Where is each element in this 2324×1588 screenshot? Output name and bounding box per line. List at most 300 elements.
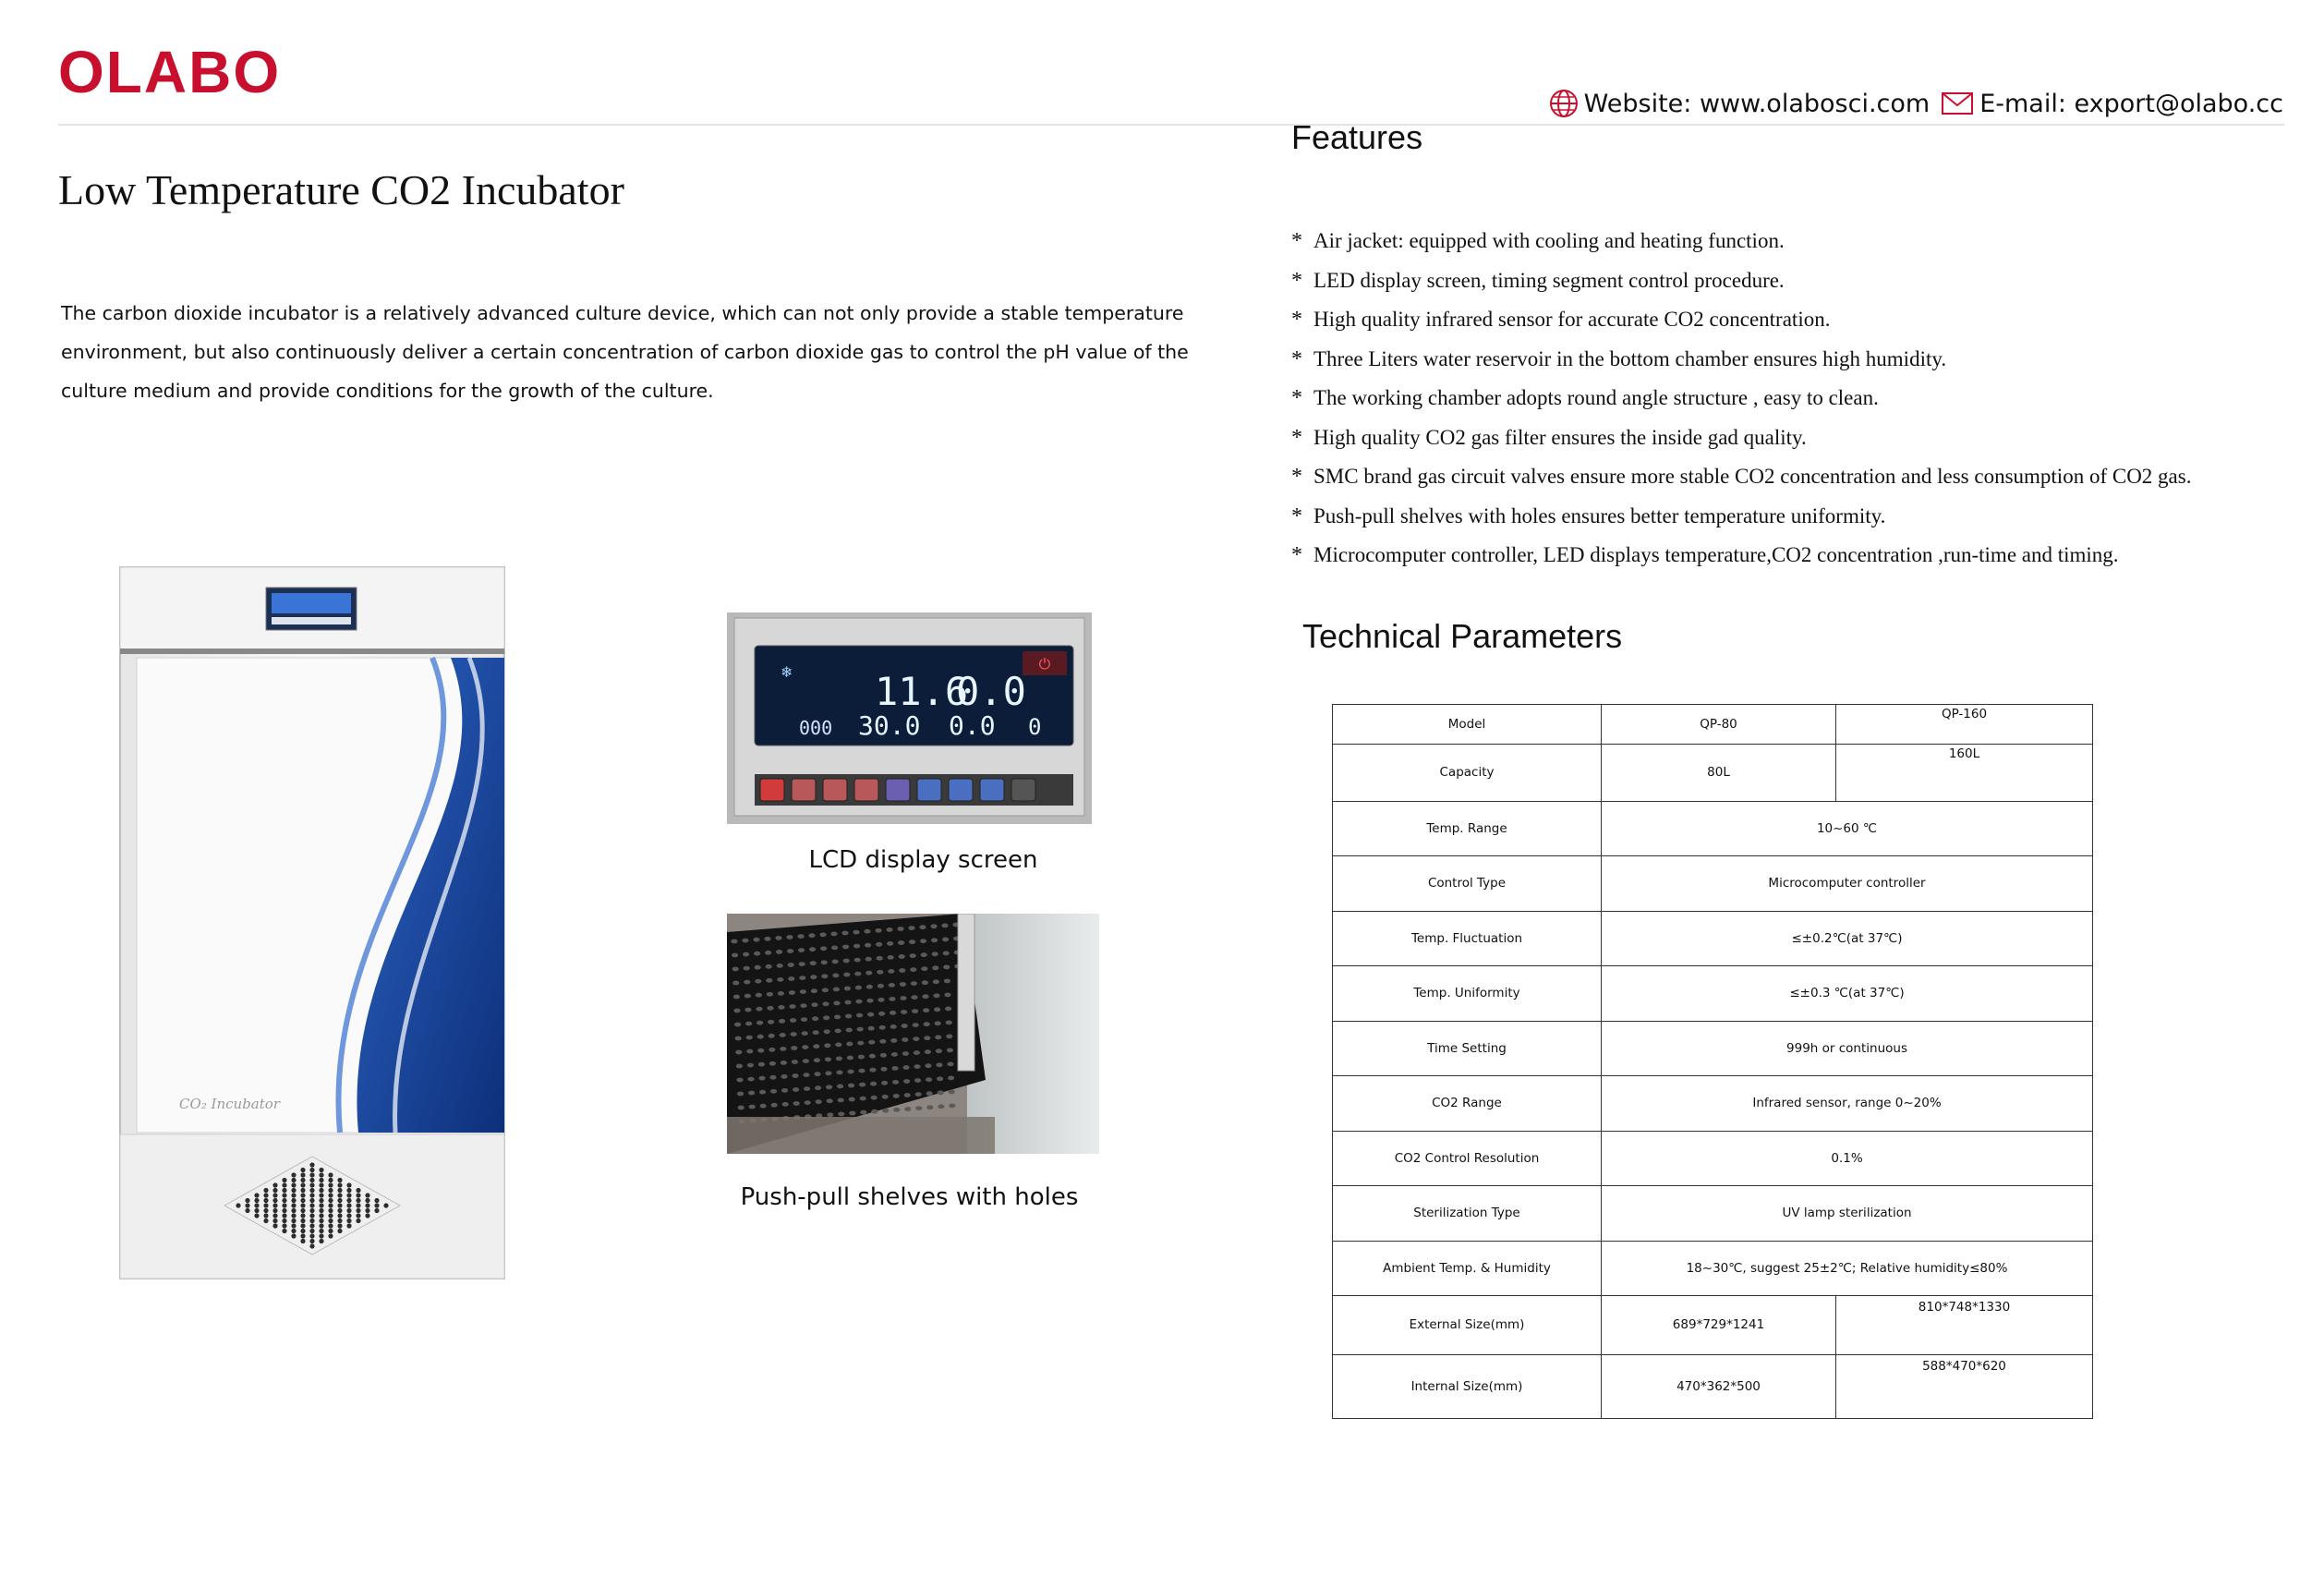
shelf-hole [877, 970, 883, 975]
vent-hole [328, 1223, 333, 1228]
ambient-value: 18~30℃, suggest 25±2℃; Relative humidity≤80% [1602, 1241, 2093, 1296]
co2-resolution-label: CO2 Control Resolution [1333, 1131, 1602, 1186]
vent-hole [291, 1208, 296, 1213]
vent-hole [309, 1233, 314, 1238]
shelf-hole [920, 939, 926, 943]
shelf-hole [815, 1085, 821, 1090]
shelf-hole [899, 968, 905, 973]
shelf-hole [882, 1109, 889, 1113]
shelf-hole [866, 999, 873, 1003]
shelf-hole [886, 927, 892, 932]
vent-hole [346, 1203, 351, 1207]
lcd-set-co2-value: 0.0 [949, 710, 996, 741]
vent-hole [263, 1208, 268, 1213]
shelf-hole [833, 1001, 840, 1006]
vent-hole [245, 1203, 249, 1207]
vent-hole [356, 1203, 360, 1207]
vent-hole [300, 1218, 305, 1223]
vent-hole [282, 1213, 286, 1218]
shelf-hole [802, 1045, 808, 1049]
shelf-hole [857, 1027, 864, 1032]
model-a: QP-80 [1602, 705, 1836, 745]
vent-hole [309, 1193, 314, 1197]
shelf-hole [745, 1022, 752, 1026]
shelf-hole [869, 1054, 876, 1059]
vent-hole [300, 1193, 305, 1197]
vent-hole [328, 1178, 333, 1182]
shelf-hole [814, 1058, 820, 1062]
shelf-hole [800, 1003, 806, 1008]
shelf-hole [781, 1088, 788, 1093]
shelf-hole [858, 1069, 865, 1073]
vent-hole [282, 1198, 286, 1203]
shelf-hole [801, 1017, 807, 1022]
shelf-hole [911, 981, 917, 986]
time-setting-value: 999h or continuous [1602, 1021, 2093, 1076]
vent-hole [365, 1203, 369, 1207]
shelf-hole [822, 988, 829, 992]
feature-item: * Push-pull shelves with holes ensures better temperature uniformity. [1291, 501, 2307, 540]
intro-line: culture medium and provide conditions for the growth of the culture. [61, 380, 714, 402]
shelf-hole [736, 1064, 743, 1069]
capacity-label: Capacity [1333, 745, 1602, 802]
shelf-hole [902, 1024, 908, 1028]
vent-hole [346, 1193, 351, 1197]
shelf-hole [769, 1061, 776, 1066]
co2-range-value: Infrared sensor, range 0~20% [1602, 1076, 2093, 1132]
vent-hole [272, 1193, 277, 1197]
vent-hole [272, 1223, 277, 1228]
shelf-hole [805, 1100, 811, 1105]
vent-hole [365, 1213, 369, 1218]
shelf-hole [788, 976, 794, 981]
shelf-hole [890, 1011, 896, 1015]
shelf-hole [882, 1095, 889, 1099]
shelf-hole [732, 953, 738, 958]
shelf-hole [892, 1080, 899, 1085]
vent-hole [300, 1182, 305, 1187]
shelf-hole [777, 977, 783, 982]
shelf-hole [827, 1098, 833, 1103]
website-text[interactable]: Website: www.olabosci.com [1583, 89, 1931, 118]
lcd-button [1011, 779, 1035, 801]
shelf-hole [781, 1074, 787, 1079]
shelf-hole [823, 1015, 829, 1020]
shelf-hole [902, 1065, 909, 1070]
shelf-caption: Push-pull shelves with holes [740, 1183, 1079, 1211]
shelf-hole [921, 966, 927, 971]
shelf-hole [827, 1112, 833, 1117]
incubator-label: CO₂ Incubator [179, 1096, 280, 1112]
vent-hole [291, 1178, 296, 1182]
vent-hole [337, 1203, 342, 1207]
shelf-hole [836, 1057, 842, 1061]
shelf-hole [879, 1039, 886, 1044]
shelf-hole [901, 1010, 907, 1014]
table-row [1333, 1131, 2093, 1186]
shelf-hole [788, 963, 794, 967]
shelf-hole [944, 979, 950, 984]
bullet-star-icon: * [1291, 503, 1302, 528]
vent-hole [300, 1213, 305, 1218]
model-b: QP-160 [1836, 705, 2093, 745]
shelf-hole [736, 1078, 743, 1083]
vent-hole [291, 1172, 296, 1177]
ambient-label: Ambient Temp. & Humidity [1333, 1241, 1602, 1296]
shelf-hole [944, 993, 950, 998]
shelf-hole [926, 1105, 933, 1109]
shelf-hole [919, 925, 926, 929]
feature-item: * High quality infrared sensor for accurate CO2 concentration. [1291, 304, 2307, 344]
shelf-hole [936, 1049, 942, 1053]
vent-hole [300, 1198, 305, 1203]
shelf-hole [938, 1090, 944, 1095]
vent-hole [319, 1193, 323, 1197]
vent-hole [309, 1243, 314, 1248]
shelf-hole [753, 938, 759, 942]
shelf-hole [913, 1023, 919, 1027]
shelf-hole [855, 986, 862, 990]
shelf-hole [909, 939, 915, 944]
power-icon: ⏻ [1038, 655, 1051, 673]
shelf-hole [820, 946, 827, 951]
internal-size-label: Internal Size(mm) [1333, 1354, 1602, 1418]
snowflake-icon: ❄ [781, 663, 793, 681]
shelf-hole [868, 1026, 875, 1031]
shelf-hole [930, 924, 937, 928]
shelf-hole [868, 1040, 875, 1045]
shelf-hole [813, 1044, 819, 1049]
shelf-hole [793, 1101, 800, 1106]
shelf-hole [767, 1006, 773, 1011]
shelf-hole [830, 932, 837, 937]
vent-hole [328, 1229, 333, 1233]
table-row [1333, 1021, 2093, 1076]
shelf-hole [847, 1070, 853, 1074]
vent-hole [309, 1218, 314, 1223]
shelf-hole [812, 1016, 818, 1021]
shelf-hole [890, 1038, 897, 1043]
shelf-hole [926, 1091, 933, 1096]
sterilization-value: UV lamp sterilization [1602, 1186, 2093, 1242]
shelf-hole [781, 1061, 787, 1065]
vent-hole [346, 1198, 351, 1203]
vent-hole [328, 1218, 333, 1223]
vent-hole [282, 1182, 286, 1187]
shelf-hole [731, 939, 737, 944]
shelf-hole [738, 1106, 744, 1110]
shelf-hole [798, 948, 805, 952]
shelf-hole [841, 931, 848, 936]
bullet-star-icon: * [1291, 386, 1302, 410]
vent-hole [328, 1208, 333, 1213]
mail-icon [1941, 91, 1974, 116]
vent-hole [319, 1233, 323, 1238]
shelf-hole [854, 972, 861, 976]
external-size-a: 689*729*1241 [1602, 1296, 1836, 1355]
shelf-hole [888, 955, 894, 960]
vent-hole [346, 1208, 351, 1213]
vent-hole [272, 1208, 277, 1213]
email-text[interactable]: E-mail: export@olabo.cc [1979, 89, 2283, 118]
shelf-hole [869, 1068, 876, 1073]
shelf-hole [836, 1071, 842, 1075]
shelf-hole [834, 1015, 841, 1020]
sterilization-label: Sterilization Type [1333, 1186, 1602, 1242]
shelf-hole [770, 1089, 777, 1094]
vent-hole [309, 1239, 314, 1243]
shelf-hole [910, 953, 916, 958]
shelf-hole [947, 1049, 953, 1053]
lcd-button [760, 779, 784, 801]
shelf-hole [759, 1090, 766, 1095]
vent-hole [328, 1233, 333, 1238]
shelf-hole [786, 935, 793, 939]
vent-hole [356, 1188, 360, 1193]
lcd-unit-value: 0 [1028, 714, 1042, 740]
shelf-hole [853, 930, 859, 935]
intro-line: The carbon dioxide incubator is a relatively advanced culture device, which can not only provide a stable temperature [61, 302, 1184, 324]
vent-hole [300, 1233, 305, 1238]
shelf-hole [735, 1050, 742, 1055]
shelf-hole [847, 1056, 853, 1061]
shelf-hole [865, 971, 872, 976]
shelf-hole [780, 1033, 786, 1037]
vent-hole [309, 1188, 314, 1193]
intro-paragraph [61, 294, 1197, 410]
shelf-hole [832, 960, 839, 964]
shelf-hole [832, 974, 839, 978]
shelf-hole [758, 1076, 765, 1081]
shelf-hole [849, 1097, 855, 1102]
vent-hole [282, 1208, 286, 1213]
shelf-hole [947, 1062, 953, 1067]
shelf-hole [914, 1078, 921, 1083]
tech-params-table [1332, 704, 2093, 1419]
vent-hole [272, 1198, 277, 1203]
shelf-hole [744, 1008, 751, 1012]
shelf-hole [853, 944, 860, 949]
feature-item: * High quality CO2 gas filter ensures the inside gad quality. [1291, 422, 2307, 462]
shelf-hole [854, 958, 861, 963]
shelf-hole [734, 1023, 741, 1027]
shelf-hole [825, 1071, 831, 1075]
vent-hole [328, 1203, 333, 1207]
vent-hole [337, 1208, 342, 1213]
vent-hole [337, 1182, 342, 1187]
shelf-hole [933, 979, 939, 984]
vent-hole [337, 1193, 342, 1197]
shelf-hole [946, 1021, 952, 1025]
shelf-hole [891, 1052, 898, 1057]
shelf-hole [924, 1022, 930, 1026]
page-title: Low Temperature CO2 Incubator [58, 166, 624, 213]
vent-hole [291, 1182, 296, 1187]
shelf-hole [887, 941, 893, 946]
shelf-hole [866, 985, 873, 989]
shelf-hole [881, 1081, 888, 1085]
vent-hole [254, 1193, 259, 1197]
shelf-hole [811, 1002, 817, 1007]
shelf-hole [904, 1107, 911, 1111]
shelf-hole [880, 1067, 887, 1072]
shelf-hole [747, 1077, 754, 1082]
lcd-button [980, 779, 1004, 801]
shelf-hole [802, 1031, 808, 1036]
feature-item: * The working chamber adopts round angle structure , easy to clean. [1291, 382, 2307, 422]
lcd-button [792, 779, 816, 801]
shelf-hole [838, 1098, 844, 1103]
vent-hole [291, 1198, 296, 1203]
shelf-hole [756, 993, 762, 998]
lcd-button [917, 779, 941, 801]
vent-hole [319, 1213, 323, 1218]
vent-hole [346, 1218, 351, 1223]
shelf-hole [744, 980, 750, 985]
shelf-hole [782, 1102, 789, 1107]
shelf-hole [732, 967, 739, 972]
table-row [1333, 911, 2093, 966]
shelf-hole [911, 995, 917, 1000]
shelf-hole [824, 1043, 830, 1048]
shelf-hole [849, 1111, 855, 1116]
table-row [1333, 1354, 2093, 1418]
shelf-hole [768, 1020, 774, 1024]
vent-hole [319, 1198, 323, 1203]
shelf-hole [938, 1104, 944, 1109]
shelf-hole [898, 940, 904, 945]
feature-item: * LED display screen, timing segment control procedure. [1291, 265, 2307, 305]
vent-hole [328, 1193, 333, 1197]
shelf-hole [946, 1035, 952, 1039]
shelf-hole [803, 1073, 809, 1077]
shelf-hole [945, 1007, 951, 1012]
temp-fluctuation-value: ≤±0.2℃(at 37℃) [1602, 911, 2093, 966]
table-row [1333, 966, 2093, 1022]
lcd-set-temp-value: 30.0 [858, 710, 921, 741]
lcd-time-value: 000 [799, 717, 833, 739]
vent-hole [282, 1193, 286, 1197]
shelf-hole [878, 998, 884, 1002]
shelf-hole [912, 1009, 918, 1013]
vent-hole [309, 1182, 314, 1187]
shelf-hole [843, 973, 850, 977]
shelf-hole [799, 976, 805, 980]
olabo-logo: OLABO [58, 39, 282, 105]
vent-hole [365, 1208, 369, 1213]
vent-hole [272, 1182, 277, 1187]
shelf-hole [737, 1092, 744, 1097]
vent-hole [374, 1198, 379, 1203]
vent-hole [291, 1233, 296, 1238]
shelf-hole [744, 966, 750, 971]
vent-hole [328, 1188, 333, 1193]
shelf-hole [925, 1049, 931, 1054]
vent-hole [291, 1188, 296, 1193]
time-setting-label: Time Setting [1333, 1021, 1602, 1076]
vent-hole [291, 1218, 296, 1223]
shelf-hole [914, 1050, 920, 1055]
vent-hole [236, 1203, 240, 1207]
shelf-hole [821, 974, 828, 978]
shelf-hole [825, 1057, 831, 1061]
shelf-hole [925, 1063, 931, 1068]
vent-hole [374, 1208, 379, 1213]
shelf-hole [777, 964, 783, 968]
shelf-hole [859, 1083, 865, 1087]
shelf-hole [742, 939, 748, 943]
intro-line: environment, but also continuously deliver a certain concentration of carbon dioxide gas to control the pH value of the [61, 341, 1189, 363]
co2-resolution-value: 0.1% [1602, 1131, 2093, 1186]
vent-hole [309, 1178, 314, 1182]
capacity-b: 160L [1836, 745, 2093, 802]
shelf-hole [926, 1077, 932, 1082]
shelf-hole [934, 1007, 940, 1012]
shelf-hole [932, 952, 938, 956]
shelf-hole [769, 1075, 776, 1080]
temp-fluctuation-label: Temp. Fluctuation [1333, 911, 1602, 966]
shelf-hole [776, 950, 782, 954]
shelf-hole [943, 952, 950, 956]
shelf-hole [843, 959, 850, 964]
vent-hole [263, 1193, 268, 1197]
shelf-hole [915, 1092, 922, 1097]
shelf-hole [821, 960, 828, 964]
shelf-hole [842, 945, 849, 950]
shelf-hole [793, 1087, 799, 1092]
shelf-hole [790, 1018, 796, 1023]
shelf-hole [941, 924, 948, 928]
shelf-hole [775, 936, 781, 940]
shelf-hole [765, 951, 771, 955]
shelf-hole [733, 1009, 740, 1013]
vent-hole [356, 1193, 360, 1197]
shelf-hole [949, 1104, 955, 1109]
shelf-hole [808, 933, 815, 938]
shelf-hole [867, 1012, 874, 1017]
lcd-button [823, 779, 847, 801]
vent-hole [300, 1203, 305, 1207]
shelf-hole [891, 1066, 898, 1071]
shelf-hole [835, 1029, 841, 1034]
shelf-hole [810, 961, 817, 965]
vent-hole [346, 1213, 351, 1218]
shelf-hole [878, 1012, 885, 1016]
shelf-hole [913, 1036, 919, 1041]
shelf-hole [816, 1099, 822, 1104]
features-list [1291, 225, 2307, 579]
shelf-hole [924, 1036, 930, 1040]
bullet-star-icon: * [1291, 543, 1302, 567]
shelf-hole [748, 1091, 755, 1096]
shelf-hole [791, 1046, 797, 1050]
vent-hole [328, 1182, 333, 1187]
vent-hole [254, 1203, 259, 1207]
vent-hole [291, 1193, 296, 1197]
vent-hole [263, 1198, 268, 1203]
control-type-value: Microcomputer controller [1602, 856, 2093, 912]
lcd-caption: LCD display screen [808, 846, 1038, 874]
shelf-hole [900, 996, 906, 1000]
vent-hole [254, 1213, 259, 1218]
vent-hole [309, 1213, 314, 1218]
shelf-hole [778, 991, 784, 996]
internal-size-b: 588*470*620 [1836, 1354, 2093, 1418]
shelf-hole [778, 1005, 784, 1010]
vent-hole [272, 1203, 277, 1207]
shelf-hole [744, 994, 751, 999]
vent-hole [245, 1208, 249, 1213]
